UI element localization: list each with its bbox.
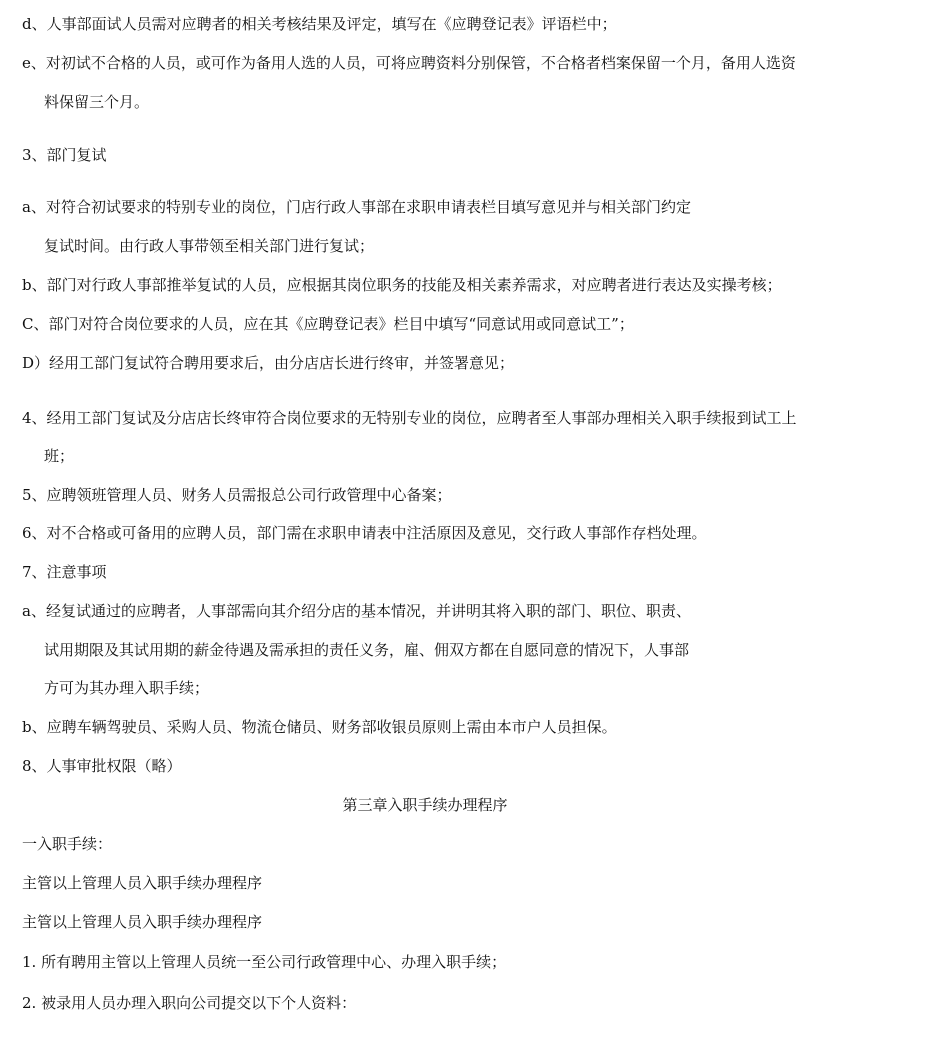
section-heading-department-retest: 3、部门复试	[22, 146, 107, 164]
list-item-1: 1. 所有聘用主管以上管理人员统一至公司行政管理中心、办理入职手续；	[22, 953, 507, 971]
paragraph-a-continuation-2: 方可为其办理入职手续；	[44, 679, 210, 697]
paragraph-5-filing: 5、应聘领班管理人员、财务人员需报总公司行政管理中心备案；	[22, 486, 452, 504]
procedure-heading-2: 主管以上管理人员入职手续办理程序	[22, 913, 263, 931]
subsection-heading-onboarding: 一入职手续：	[22, 835, 113, 853]
paragraph-4-continuation: 班；	[44, 447, 75, 465]
paragraph-d-interview-evaluation: d、人事部面试人员需对应聘者的相关考核结果及评定，填写在《应聘登记表》评语栏中；	[22, 15, 617, 33]
chapter-title: 第三章入职手续办理程序	[342, 796, 508, 814]
paragraph-a-special-position: a、对符合初试要求的特别专业的岗位，门店行政人事部在求职申请表栏目填写意见并与相关部门约定	[22, 198, 691, 216]
paragraph-b-retest-assessment: b、部门对行政人事部推举复试的人员，应根据其岗位职务的技能及相关素养需求，对应聘者进行表达及实操考核；	[22, 276, 782, 294]
paragraph-c-agree-trial: C、部门对符合岗位要求的人员，应在其《应聘登记表》栏目中填写“同意试用或同意试工”；	[22, 315, 634, 333]
paragraph-a-introduction: a、经复试通过的应聘者，人事部需向其介绍分店的基本情况，并讲明其将入职的部门、职位、职责、	[22, 602, 691, 620]
paragraph-e-unqualified-archive: e、对初试不合格的人员，或可作为备用人选的人员，可将应聘资料分别保管，不合格者档案保留一个月，备用人选资	[22, 54, 796, 72]
section-heading-notes: 7、注意事项	[22, 563, 107, 581]
paragraph-a-continuation: 复试时间。由行政人事带领至相关部门进行复试；	[44, 237, 375, 255]
paragraph-e-continuation: 料保留三个月。	[44, 93, 150, 111]
paragraph-b-guarantee: b、应聘车辆驾驶员、采购人员、物流仓储员、财务部收银员原则上需由本市户人员担保。	[22, 718, 617, 736]
procedure-heading-1: 主管以上管理人员入职手续办理程序	[22, 874, 263, 892]
paragraph-6-unqualified: 6、对不合格或可备用的应聘人员，部门需在求职申请表中注活原因及意见，交行政人事部作存档处理。	[22, 524, 707, 542]
list-item-2: 2. 被录用人员办理入职向公司提交以下个人资料：	[22, 994, 357, 1012]
section-heading-approval-authority: 8、人事审批权限（略）	[22, 757, 182, 775]
paragraph-4-onboarding: 4、经用工部门复试及分店店长终审符合岗位要求的无特别专业的岗位，应聘者至人事部办理相关入职手续报到试工上	[22, 409, 797, 427]
paragraph-a-continuation-1: 试用期限及其试用期的薪金待遇及需承担的责任义务，雇、佣双方都在自愿同意的情况下，人事部	[44, 641, 690, 659]
paragraph-d-final-review: D）经用工部门复试符合聘用要求后，由分店店长进行终审，并签署意见；	[22, 354, 515, 372]
